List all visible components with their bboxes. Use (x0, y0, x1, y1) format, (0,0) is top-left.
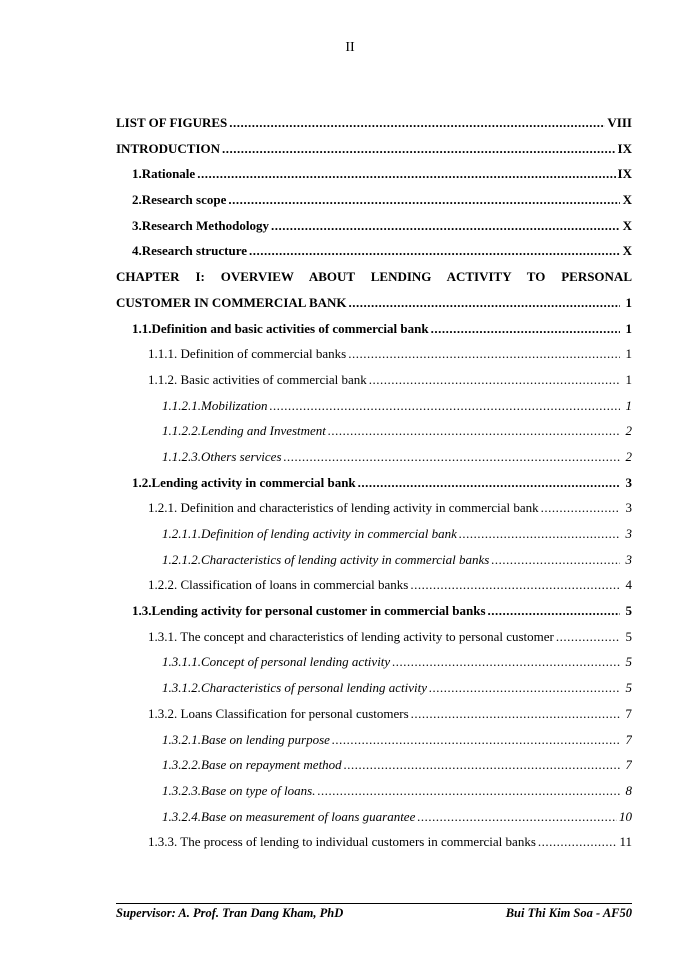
toc-entry-1-3-1-2[interactable] (116, 675, 632, 701)
toc-label: 1.1.2.2.Lending and Investment (162, 423, 326, 439)
leader-dots (332, 727, 620, 753)
toc-label: CUSTOMER IN COMMERCIAL BANK (116, 294, 347, 310)
table-of-contents (116, 110, 632, 855)
toc-page: 7 (625, 731, 632, 747)
leader-dots (284, 444, 620, 470)
leader-dots (269, 393, 620, 419)
leader-dots (411, 701, 620, 727)
leader-dots (197, 161, 615, 187)
leader-dots (538, 829, 618, 855)
toc-entry-1-3-2-3[interactable] (116, 778, 632, 804)
leader-dots (369, 367, 620, 393)
toc-label: 1.3.1. The concept and characteristics of lending activity to personal customer (148, 628, 554, 644)
toc-page: 1 (625, 371, 632, 387)
toc-page: 1 (625, 294, 632, 310)
leader-dots (348, 341, 620, 367)
footer-divider (116, 903, 632, 904)
toc-entry-list-of-figures[interactable] (116, 110, 632, 136)
leader-dots (459, 521, 620, 547)
toc-entry-1-3[interactable] (116, 598, 632, 624)
toc-page: VIII (607, 115, 632, 130)
leader-dots (431, 316, 620, 342)
toc-label: 1.1.Definition and basic activities of commercial bank (132, 320, 429, 336)
toc-label: 1.3.2.2.Base on repayment method (162, 757, 342, 773)
leader-dots (271, 213, 620, 239)
toc-page: 3 (625, 526, 632, 541)
toc-label: 1.2.1.1.Definition of lending activity in commercial bank (162, 526, 457, 541)
toc-label: 1.2.Lending activity in commercial bank (132, 474, 356, 490)
toc-page: 3 (625, 551, 632, 567)
toc-entry-1-1-2[interactable] (116, 367, 632, 393)
toc-page: X (622, 243, 632, 259)
toc-entry-1-2-1-2[interactable] (116, 547, 632, 573)
toc-entry-chapter-1[interactable] (116, 290, 632, 316)
leader-dots (249, 238, 620, 264)
toc-entry-research-structure[interactable] (116, 238, 632, 264)
toc-page: 5 (625, 603, 632, 619)
toc-label: 1.2.1. Definition and characteristics of lending activity in commercial bank (148, 500, 539, 516)
leader-dots (358, 470, 620, 496)
toc-label: 1.3.1.1.Concept of personal lending activity (162, 654, 391, 670)
toc-entry-research-scope[interactable] (116, 187, 632, 213)
toc-label: 1.3.2.1.Base on lending purpose (162, 731, 330, 747)
footer-supervisor: Supervisor: A. Prof. Tran Dang Kham, PhD (116, 906, 344, 920)
toc-page: 1 (625, 320, 632, 336)
toc-entry-1-1-2-1[interactable] (116, 393, 632, 419)
toc-entry-1-1-2-2[interactable] (116, 418, 632, 444)
toc-label: 1.3.Lending activity for personal customer in commercial banks (132, 603, 486, 619)
toc-label: 1.3.2.3.Base on type of loans. (162, 782, 316, 798)
toc-page: 10 (619, 808, 632, 824)
toc-label: 1.2.2. Classification of loans in commercial banks (148, 577, 409, 593)
toc-label: 1.1.2.1.Mobilization (162, 397, 268, 413)
leader-dots (344, 752, 620, 778)
leader-dots (228, 187, 620, 213)
toc-entry-1-2-1-1[interactable] (116, 521, 632, 547)
leader-dots (229, 110, 605, 136)
leader-dots (417, 804, 617, 830)
leader-dots (349, 290, 620, 316)
toc-page: 5 (625, 680, 632, 696)
toc-label: 4.Research structure (132, 243, 248, 259)
page-number: II (345, 40, 355, 55)
toc-label: INTRODUCTION (116, 140, 221, 156)
toc-entry-introduction[interactable] (116, 136, 632, 162)
toc-entry-1-2-2[interactable] (116, 572, 632, 598)
toc-label: 2.Research scope (132, 192, 227, 208)
toc-label: 1.3.2.4.Base on measurement of loans guarantee (162, 808, 416, 824)
toc-entry-1-3-3[interactable] (116, 829, 632, 855)
toc-label: 1.3.3. The process of lending to individual customers in commercial banks (148, 834, 536, 850)
footer-author: Bui Thi Kim Soa - AF50 (505, 906, 632, 920)
toc-entry-1-3-1[interactable] (116, 624, 632, 650)
toc-page: 3 (625, 500, 632, 516)
leader-dots (541, 495, 620, 521)
toc-page: 11 (619, 834, 632, 850)
toc-label: 1.2.1.2.Characteristics of lending activity in commercial banks (162, 551, 490, 567)
toc-entry-research-methodology[interactable] (116, 213, 632, 239)
toc-entry-1-1[interactable] (116, 316, 632, 342)
toc-entry-1-2[interactable] (116, 470, 632, 496)
leader-dots (328, 418, 620, 444)
toc-page: 2 (625, 448, 632, 464)
toc-entry-1-1-1[interactable] (116, 341, 632, 367)
toc-entry-1-3-2-1[interactable] (116, 727, 632, 753)
toc-page: 5 (625, 654, 632, 670)
toc-page: IX (617, 140, 632, 156)
leader-dots (556, 624, 620, 650)
toc-page: 7 (625, 705, 632, 721)
toc-page: 3 (625, 474, 632, 490)
toc-entry-1-2-1[interactable] (116, 495, 632, 521)
toc-label: LIST OF FIGURES (116, 115, 228, 130)
toc-page: X (622, 192, 632, 208)
leader-dots (392, 649, 620, 675)
toc-label: 1.Rationale (132, 166, 196, 182)
toc-chapter-title-line1[interactable]: CHAPTER I: OVERVIEW ABOUT LENDING ACTIVITY TO PERSONAL (116, 269, 632, 285)
toc-page: 7 (625, 757, 632, 773)
toc-entry-rationale[interactable] (116, 161, 632, 187)
footer (116, 906, 632, 921)
toc-label: 1.3.1.2.Characteristics of personal lending activity (162, 680, 428, 696)
toc-entry-1-3-2-4[interactable] (116, 804, 632, 830)
toc-page: 1 (625, 397, 632, 413)
toc-label: 1.1.2. Basic activities of commercial bank (148, 371, 367, 387)
toc-entry-1-3-1-1[interactable] (116, 649, 632, 675)
leader-dots (488, 598, 620, 624)
leader-dots (429, 675, 620, 701)
toc-page: 5 (625, 628, 632, 644)
toc-label: 1.1.1. Definition of commercial banks (148, 346, 347, 362)
toc-entry-1-3-2[interactable] (116, 701, 632, 727)
toc-entry-1-3-2-2[interactable] (116, 752, 632, 778)
leader-dots (410, 572, 620, 598)
toc-page: X (622, 217, 632, 233)
toc-label: 1.3.2. Loans Classification for personal customers (148, 705, 409, 721)
toc-label: 1.1.2.3.Others services (162, 448, 282, 464)
leader-dots (222, 136, 616, 162)
leader-dots (317, 778, 620, 804)
toc-page: 2 (625, 423, 632, 439)
toc-page: IX (617, 166, 632, 182)
toc-page: 1 (625, 346, 632, 362)
leader-dots (491, 547, 620, 573)
toc-entry-1-1-2-3[interactable] (116, 444, 632, 470)
toc-label: 3.Research Methodology (132, 217, 269, 233)
toc-page: 8 (625, 782, 632, 798)
toc-page: 4 (625, 577, 632, 593)
